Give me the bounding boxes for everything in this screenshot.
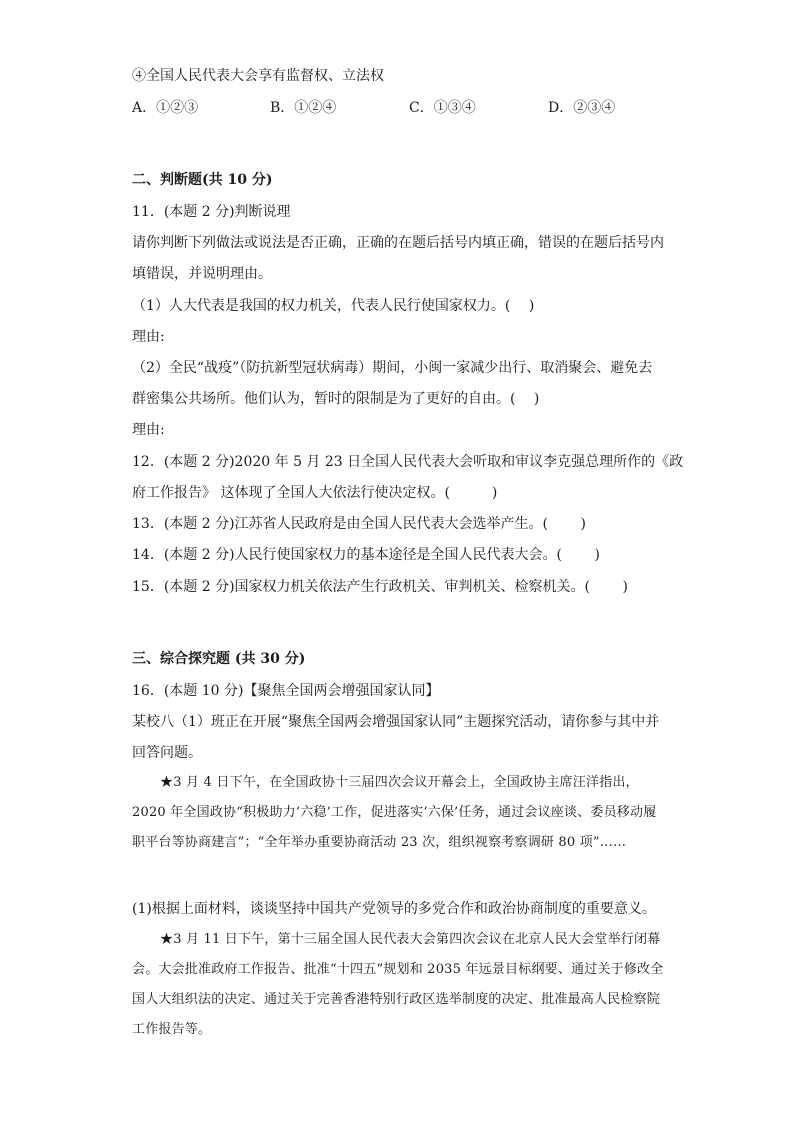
- q11-item-1: （1）人大代表是我国的权力机关，代表人民行使国家权力。( ): [132, 298, 535, 314]
- q16-material-1: ★3 月 4 日下午，在全国政协十三届四次会议开幕会上，全国政协主席汪洋指出，2020 年全国政协“积极助力‘六稳’工作，促进落实‘六保’任务，通过会议座谈、委员移动履职平台等协商建言”；“全年举办重要协商活动 23 次，组织视察考察调研 80 项”……: [132, 775, 657, 850]
- q11-intro-line-1: 请你判断下列做法或说法是否正确，正确的在题后括号内填正确，错误的在题后括号内: [132, 235, 664, 251]
- q10-option-a: A．①②③: [132, 100, 199, 116]
- q16-material-2: ★3 月 11 日下午，第十三届全国人民代表大会第四次会议在北京人民大会堂举行闭幕会。大会批准政府工作报告、批准“十四五”规划和 2035 年远景目标纲要、通过关于修改全国人大组织法的决定、通过关于完善香港特别行政区选举制度的决定、批准最高人民检察院工作报告等。: [132, 932, 664, 1037]
- q16-head: 16．(本题 10 分)【聚焦全国两会增强国家认同】: [132, 683, 440, 699]
- q10-option-c: C．①③④: [409, 100, 476, 116]
- q13: 13．(本题 2 分)江苏省人民政府是由全国人民代表大会选举产生。( ): [132, 516, 586, 532]
- q11-item-2-line-1: （2）全民“战疫”（防抗新型冠状病毒）期间，小闽一家减少出行、取消聚会、避免去: [132, 360, 653, 376]
- q11-intro-line-2: 填错误，并说明理由。: [132, 266, 272, 282]
- q16-intro-line-2: 回答问题。: [132, 745, 202, 761]
- q14: 14．(本题 2 分)人民行使国家权力的基本途径是全国人民代表大会。( ): [132, 547, 600, 563]
- q16-intro-line-1: 某校八（1）班正在开展“聚焦全国两会增强国家认同”主题探究活动，请你参与其中并: [132, 714, 660, 730]
- q12-line-2: 府工作报告》 这体现了全国人大依法行使决定权。( ): [132, 485, 498, 501]
- q11-head: 11．(本题 2 分)判断说理: [132, 204, 291, 220]
- section-3-title: 三、综合探究题 (共 30 分): [132, 651, 306, 667]
- q10-option-d: D．②③④: [548, 100, 616, 116]
- q16-subquestion-1: (1)根据上面材料，谈谈坚持中国共产党领导的多党合作和政治协商制度的重要意义。: [132, 901, 656, 917]
- section-2-title: 二、判断题(共 10 分): [132, 172, 273, 188]
- q15: 15．(本题 2 分)国家权力机关依法产生行政机关、审判机关、检察机关。( ): [132, 579, 628, 595]
- q10-option-b: B．①②④: [270, 100, 337, 116]
- q10-item-4: ④全国人民代表大会享有监督权、立法权: [132, 68, 384, 84]
- q11-reason-2: 理由:: [132, 422, 165, 438]
- q12-line-1: 12．(本题 2 分)2020 年 5 月 23 日全国人民代表大会听取和审议李克强总理所作的《政: [132, 454, 684, 470]
- q11-item-2-line-2: 群密集公共场所。他们认为，暂时的限制是为了更好的自由。( ): [132, 391, 540, 407]
- q11-reason-1: 理由:: [132, 329, 165, 345]
